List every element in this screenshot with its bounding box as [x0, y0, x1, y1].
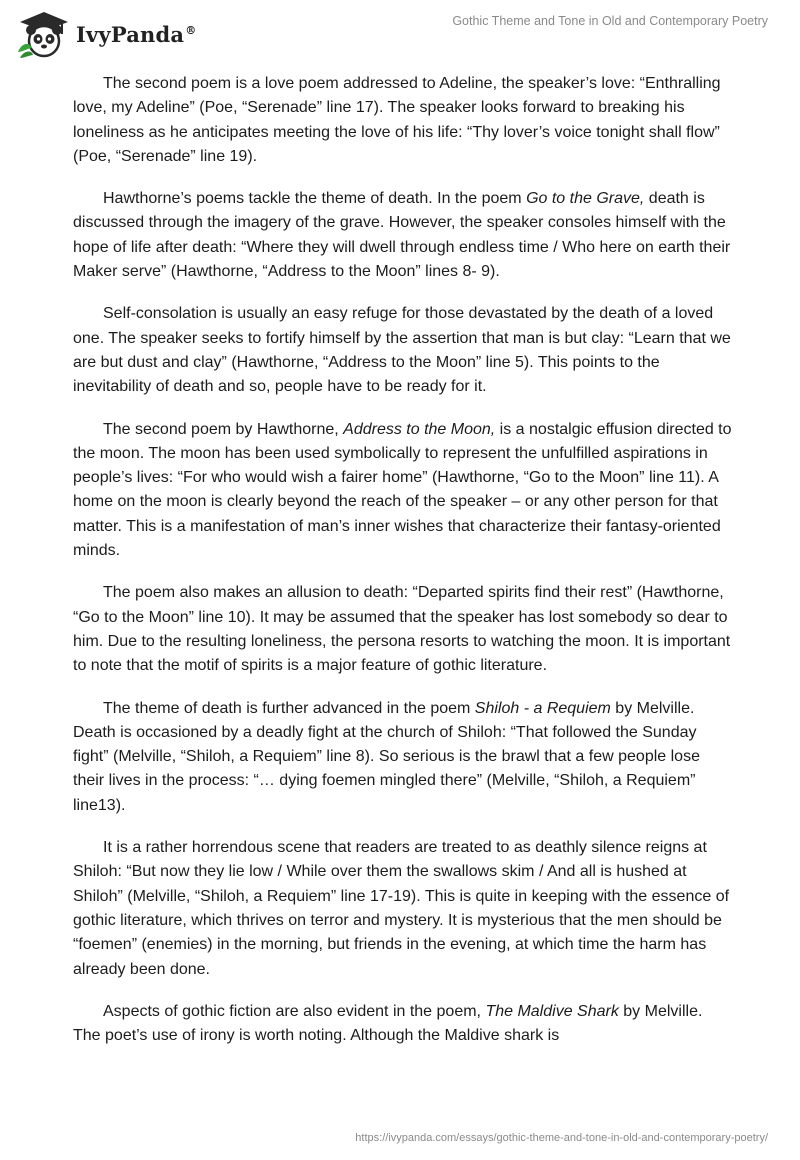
essay-paragraph	[73, 1000, 733, 1049]
paragraph-text: The theme of death is further advanced in the poem	[103, 699, 475, 717]
essay-paragraph	[73, 187, 733, 284]
logo-wordmark: IvyPanda®	[76, 21, 197, 47]
paragraph-text: Self-consolation is usually an easy refuge for those devastated by the death of a loved one. The speaker seeks to fortify himself by the assertion that man is but clay: “Learn that we are but dust and clay” (Hawthorne, “Address to the Moon” line 5). This points to the inevitability of death and so, people have to be ready for it.	[73, 305, 731, 396]
paragraph-text: The poem also makes an allusion to death: “Departed spirits find their rest” (Hawthorne, “Go to the Moon” line 10). It may be assumed that the speaker has lost somebody so dear to him. Due to the resulting loneliness, the persona resorts to watching the moon. It is important to note that the motif of spirits is a major feature of gothic literature.	[73, 584, 731, 675]
paragraph-text: Aspects of gothic fiction are also evident in the poem,	[103, 1002, 486, 1020]
page-header	[0, 0, 800, 60]
paragraph-text: by Melville. The poet’s use of irony is worth noting. Although the Maldive shark is	[73, 1002, 703, 1045]
essay-paragraph	[73, 72, 733, 169]
paragraph-text: It is a rather horrendous scene that readers are treated to as deathly silence reigns at Shiloh: “But now they lie low / While over them the swallows skim / And all is hushed at Shiloh” (Melville, “Shiloh, a Requiem” line 17-19). This is quite in keeping with the essence of gothic literature, which thrives on terror and mystery. It is mysterious that the men should be “foemen” (enemies) in the morning, but friends in the evening, at which time the harm has already been done.	[73, 839, 730, 978]
essay-body	[73, 72, 733, 1066]
paragraph-text: death is discussed through the imagery of the grave. However, the speaker consoles himself with the hope of life after death: “Where they will dwell through endless time / Who here on earth their Maker serve” (Hawthorne, “Address to the Moon” lines 8- 9).	[73, 190, 731, 281]
italic-title: The Maldive Shark	[485, 1002, 619, 1020]
document-title: Gothic Theme and Tone in Old and Contemporary Poetry	[452, 14, 768, 28]
essay-paragraph	[73, 836, 733, 982]
paragraph-text: The second poem is a love poem addressed to Adeline, the speaker’s love: “Enthralling love, my Adeline” (Poe, “Serenade” line 17). The speaker looks forward to breaking his loneliness as he anticipates meeting the love of his life: “Thy lover’s voice tonight shall flow” (Poe, “Serenade” line 19).	[73, 75, 721, 165]
essay-paragraph	[73, 418, 733, 564]
italic-title: Address to the Moon,	[343, 420, 496, 438]
paragraph-text: by Melville. Death is occasioned by a deadly fight at the church of Shiloh: “That followed the Sunday fight” (Melville, “Shiloh, a Requiem” line 8). So serious is the brawl that a few people lose their lives in the process: “… dying foemen mingled there” (Melville, “Shiloh, a Requiem” line13).	[73, 699, 700, 814]
paragraph-text: is a nostalgic effusion directed to the moon. The moon has been used symbolically to represent the unfulfilled aspirations in people’s lives: “For who would wish a fairer home” (Hawthorne, “Go to the Moon” line 11). A home on the moon is clearly beyond the reach of the speaker – or any other person for that matter. This is a manifestation of man’s inner wishes that characterize their fantasy-oriented minds.	[73, 420, 732, 560]
ivypanda-logo[interactable]	[14, 8, 196, 60]
paragraph-text: Hawthorne’s poems tackle the theme of death. In the poem	[103, 190, 527, 208]
italic-title: Shiloh - a Requiem	[474, 699, 611, 717]
paragraph-text: The second poem by Hawthorne,	[103, 420, 344, 438]
italic-title: Go to the Grave,	[526, 190, 645, 208]
essay-paragraph	[73, 302, 733, 399]
essay-paragraph	[73, 697, 733, 818]
essay-paragraph	[73, 581, 733, 678]
source-url[interactable]: https://ivypanda.com/essays/gothic-theme-and-tone-in-old-and-contemporary-poetry/	[355, 1132, 768, 1144]
panda-graduate-icon	[14, 8, 70, 60]
